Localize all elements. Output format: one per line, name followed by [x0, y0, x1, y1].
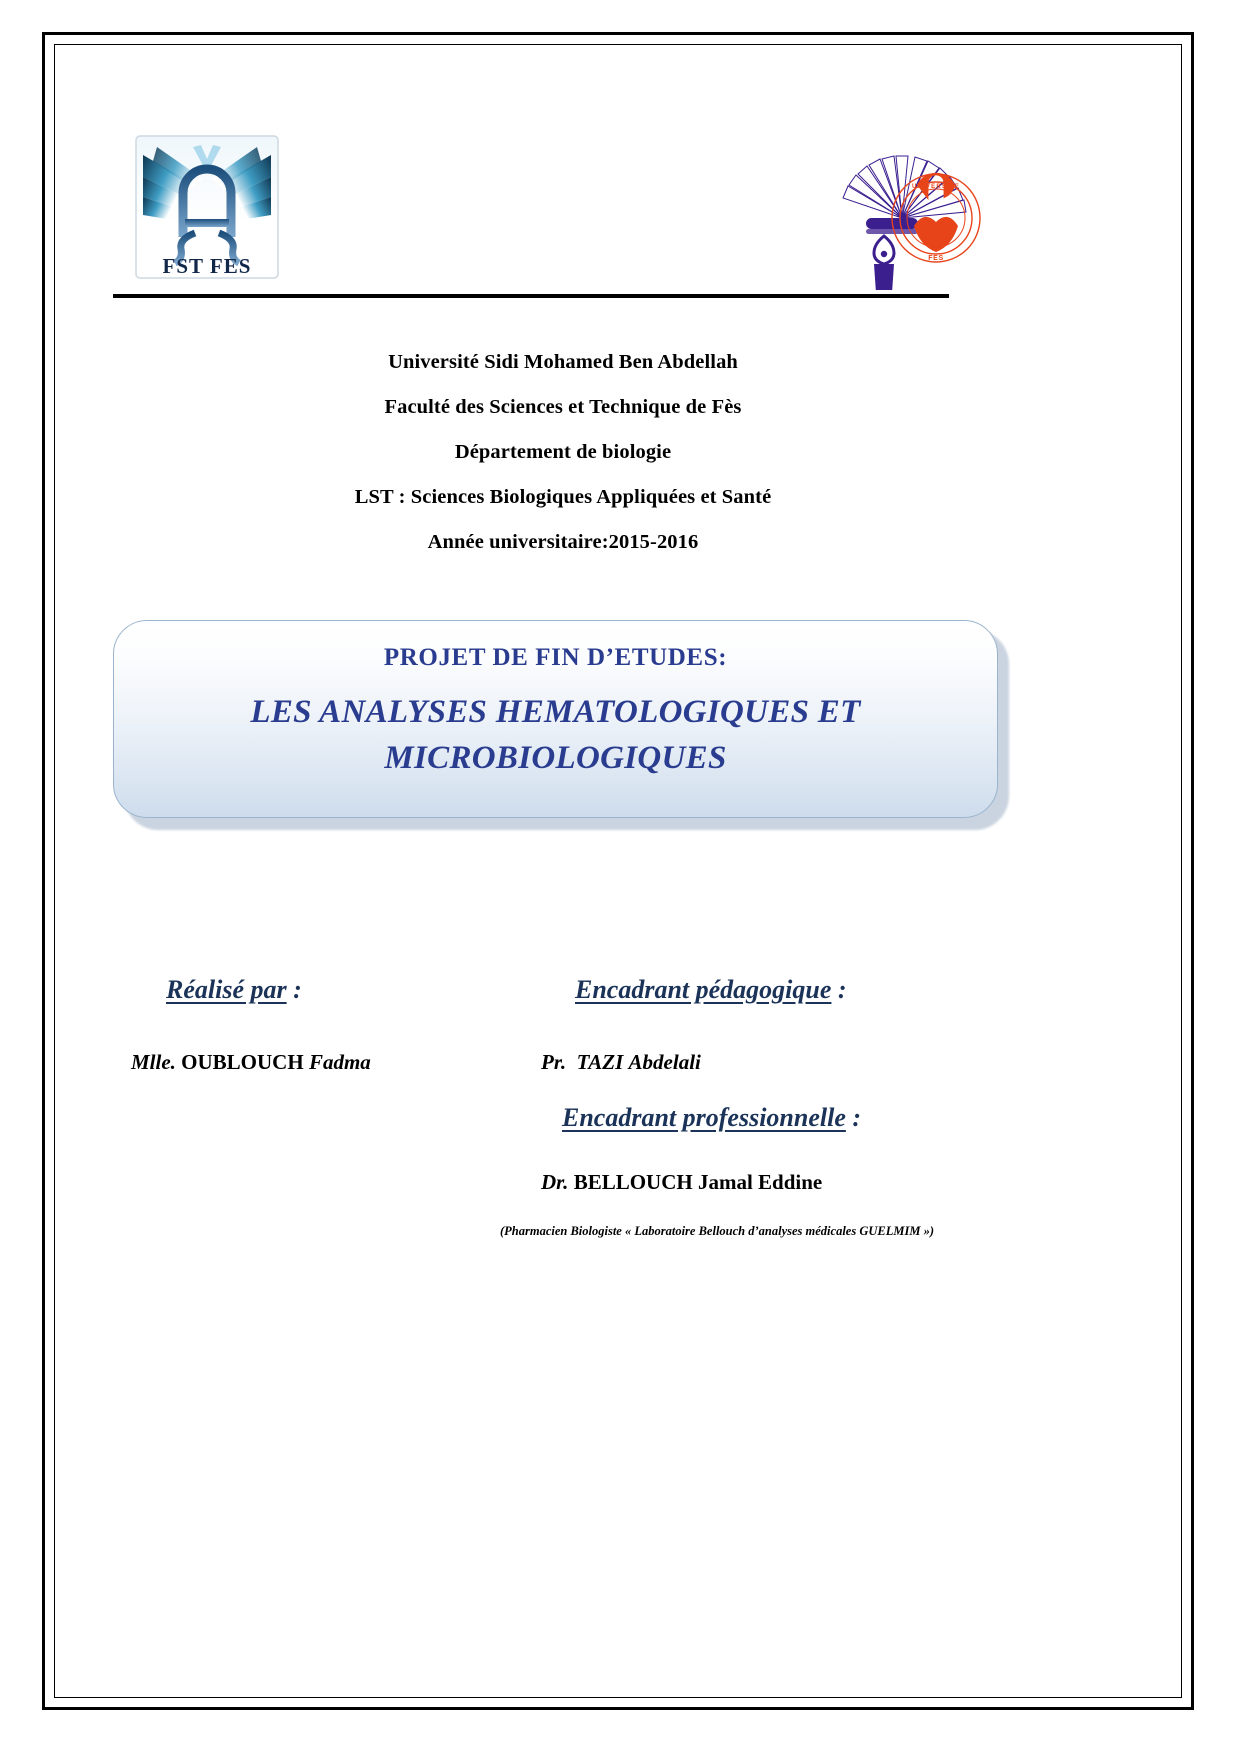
encadrant-professionnelle-heading-text: Encadrant professionnelle: [562, 1103, 846, 1132]
institution-block: [113, 340, 1013, 565]
page-title-line-1: LES ANALYSES HEMATOLOGIQUES ET: [250, 694, 861, 730]
supervisor-professional-lastname: BELLOUCH: [573, 1170, 693, 1194]
svg-text:FST FES: FST FES: [162, 254, 252, 278]
page-title: [114, 689, 997, 781]
supervisor-academic-firstname: Abdelali: [628, 1050, 701, 1074]
supervisor-professional-firstname: Jamal Eddine: [697, 1170, 823, 1194]
encadrant-pedagogique-heading-text: Encadrant pédagogique: [575, 975, 832, 1004]
institution-line-faculty: Faculté des Sciences et Technique de Fès: [384, 396, 742, 418]
encadrant-pedagogique-heading-colon: :: [831, 975, 847, 1004]
supervisor-professional-name: [541, 1170, 822, 1195]
title-box: [113, 620, 998, 818]
supervisor-academic-title-prefix: Pr.: [541, 1050, 567, 1074]
page-title-line-2: MICROBIOLOGIQUES: [384, 740, 727, 776]
svg-text:UNIVERSITE: UNIVERSITE: [911, 184, 961, 190]
usmba-university-seal: [818, 122, 986, 290]
page-border-inner: [54, 44, 1182, 1698]
realise-par-heading-colon: :: [286, 975, 302, 1004]
student-title-prefix: Mlle.: [131, 1050, 176, 1074]
encadrant-professionnelle-heading: [562, 1103, 861, 1133]
student-firstname: Fadma: [308, 1050, 371, 1074]
supervisor-academic-name: [541, 1050, 701, 1075]
svg-text:FES: FES: [928, 255, 944, 262]
institution-line-university: Université Sidi Mohamed Ben Abdellah: [388, 351, 738, 373]
encadrant-pedagogique-heading: [575, 975, 847, 1005]
fst-fes-logo: [133, 133, 281, 281]
supervisor-professional-title-prefix: Dr.: [541, 1170, 569, 1194]
supervisor-professional-affiliation-note: (Pharmacien Biologiste « Laboratoire Bellouch d’analyses médicales GUELMIM »): [499, 1224, 934, 1238]
institution-line-department: Département de biologie: [454, 441, 672, 463]
supervisor-academic-lastname: TAZI: [576, 1050, 624, 1074]
institution-line-program: LST : Sciences Biologiques Appliquées et Santé: [354, 486, 772, 508]
realise-par-heading: [166, 975, 302, 1005]
header-divider-rule: [113, 294, 949, 298]
project-label: PROJET DE FIN D’ETUDES:: [383, 644, 728, 671]
student-lastname: OUBLOUCH: [181, 1050, 304, 1074]
student-name: [131, 1050, 371, 1075]
realise-par-heading-text: Réalisé par: [166, 975, 287, 1004]
encadrant-professionnelle-heading-colon: :: [845, 1103, 862, 1132]
institution-line-academic-year: Année universitaire:2015-2016: [427, 531, 699, 553]
